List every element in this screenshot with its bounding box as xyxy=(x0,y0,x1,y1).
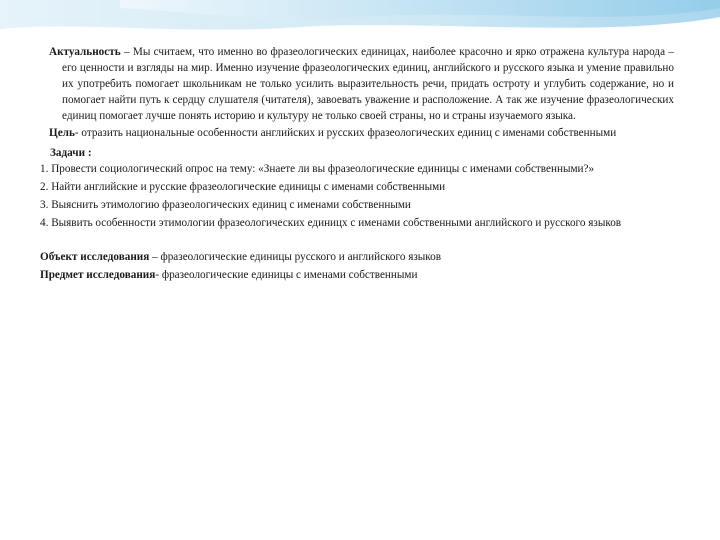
goal-text: - отразить национальные особенности английских и русских фразеологических единиц с именами собственными xyxy=(74,127,617,139)
object-paragraph xyxy=(40,249,674,265)
subject-paragraph xyxy=(40,267,674,283)
task-item-1: 1. Провести социологический опрос на тему: «Знаете ли вы фразеологические единицы с именами собственными?» xyxy=(40,163,595,175)
task-item-3: 3. Выяснить этимологию фразеологических единиц с именами собственными xyxy=(40,199,411,211)
task-item-2: 2. Найти английские и русские фразеологические единицы с именами собственными xyxy=(40,181,446,193)
goal-paragraph xyxy=(40,125,674,141)
subject-text: - фразеологические единицы с именами собственными xyxy=(155,269,418,281)
task-item-4: 4. Выявить особенности этимологии фразеологических единицх с именами собственными английского и русского языков xyxy=(40,217,622,229)
relevance-label: Актуальность xyxy=(49,46,121,58)
relevance-text: – Мы считаем, что именно во фразеологических единицах, наиболее красочно и ярко отражена культура народа – его ценности и взгляды на мир. Именно изучение фразеологических единиц, английского и русского языка и умение правильно их употребить помогает школьникам не только усилить выразительность речи, придать остроту и углубить содержание, но и помогает найти путь к сердцу слушателя (читателя), завоевать уважение и расположение. А так же изучение фразеологических единиц помогает лучше понять историю и культуру не только своей страны, но и страны изучаемого языка. xyxy=(62,46,674,122)
object-text: – фразеологические единицы русского и английского языков xyxy=(149,251,442,263)
document-body xyxy=(40,44,674,283)
tasks-heading: Задачи : xyxy=(50,147,92,159)
relevance-paragraph xyxy=(40,44,674,124)
goal-label: Цель xyxy=(49,127,75,139)
object-label: Объект исследования xyxy=(40,251,150,263)
subject-label: Предмет исследования xyxy=(40,269,156,281)
